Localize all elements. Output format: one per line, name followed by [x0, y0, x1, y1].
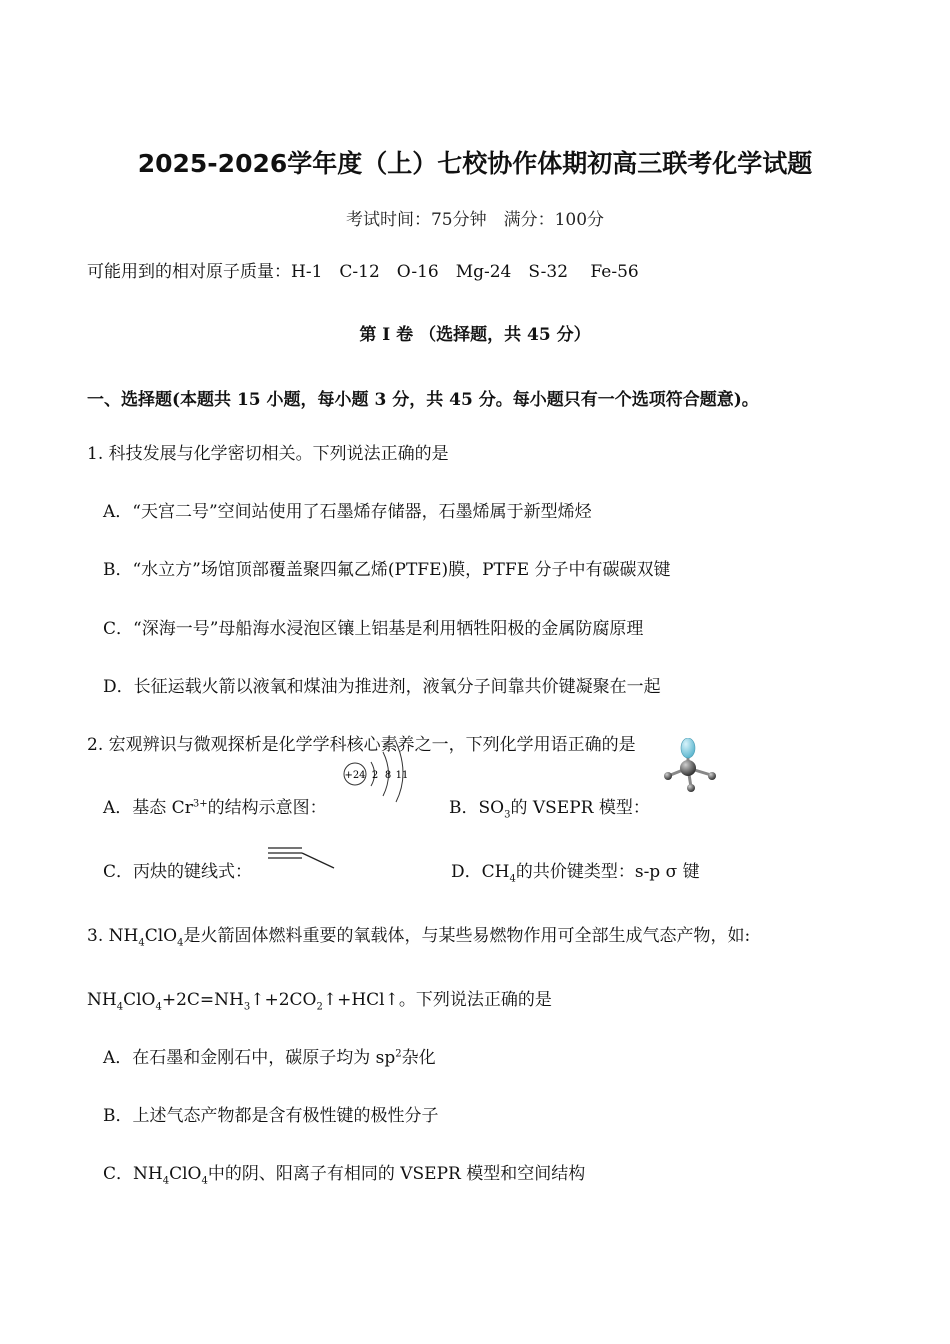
eq-part-2: ClO — [123, 990, 156, 1010]
propyne-skeletal-formula — [266, 844, 338, 872]
page-title: 2025-2026学年度（上）七校协作体期初高三联考化学试题 — [137, 149, 813, 178]
q2-d-sub: 4 — [509, 873, 516, 885]
q2-b-pre: B．SO — [449, 798, 505, 818]
atomic-mass-line: 可能用到的相对原子质量：H-1 C-12 O-16 Mg-24 S-32 Fe-56 — [87, 262, 639, 282]
q1-option-d: D．长征运载火箭以液氧和煤油为推进剂，液氧分子间靠共价键凝聚在一起 — [103, 677, 661, 697]
eq-sub-1: 4 — [116, 1001, 124, 1013]
q3-a-pre: A．在石墨和金刚石中，碳原子均为 sp — [103, 1048, 396, 1068]
q2-option-c: C．丙炔的键线式： — [103, 862, 253, 882]
shell-1-label: 2 — [371, 770, 379, 781]
eq-part-1: NH — [87, 990, 117, 1010]
q2-option-d — [451, 857, 700, 884]
section-instructions: 一、选择题(本题共 15 小题，每小题 3 分，共 45 分。每小题只有一个选项符合题意)。 — [87, 390, 759, 410]
q3-option-b: B．上述气态产物都是含有极性键的极性分子 — [103, 1106, 439, 1126]
cr-ion-structure-diagram — [340, 740, 415, 804]
q2-b-sub: 3 — [504, 809, 511, 821]
q3-c-post: 中的阴、阳离子有相同的 VSEPR 模型和空间结构 — [207, 1164, 586, 1184]
q1-option-a: A．“天宫二号”空间站使用了石墨烯存储器，石墨烯属于新型烯烃 — [103, 502, 592, 522]
q3-a-post: 杂化 — [401, 1048, 436, 1068]
nucleus-label: +24 — [344, 770, 366, 781]
section-title: 第 I 卷 （选择题，共 45 分） — [359, 325, 591, 345]
q3-stem-mid: ClO — [144, 926, 178, 946]
q3-stem-pre: 3. NH — [87, 926, 139, 946]
q3-stem-sub2: 4 — [177, 937, 184, 949]
q3-stem-sub1: 4 — [138, 937, 145, 949]
eq-sub-4: 2 — [316, 1001, 323, 1013]
q3-a-sup: 2 — [395, 1048, 402, 1060]
q1-stem: 1. 科技发展与化学密切相关。下列说法正确的是 — [87, 444, 449, 464]
q1-option-b: B．“水立方”场馆顶部覆盖聚四氟乙烯(PTFE)膜，PTFE 分子中有碳碳双键 — [103, 560, 671, 580]
q3-stem — [87, 921, 750, 948]
q2-stem: 2. 宏观辨识与微观探析是化学学科核心素养之一，下列化学用语正确的是 — [87, 735, 636, 755]
q3-c-sub1: 4 — [162, 1175, 170, 1187]
q3-equation — [87, 985, 552, 1012]
q3-option-c — [103, 1159, 585, 1186]
q2-a-pre: A．基态 Cr — [103, 798, 193, 818]
exam-info: 考试时间：75分钟 满分：100分 — [345, 210, 605, 230]
q3-option-a — [103, 1043, 436, 1068]
q3-c-mid: ClO — [169, 1164, 202, 1184]
eq-sub-3: 3 — [243, 1001, 251, 1013]
q3-stem-post: 是火箭固体燃料重要的氧载体，与某些易燃物作用可全部生成气态产物，如: — [183, 926, 751, 946]
q2-d-post: 的共价键类型：s-p σ 键 — [515, 862, 700, 882]
q2-option-b — [449, 793, 650, 820]
q2-a-post: 的结构示意图： — [207, 798, 327, 818]
q3-c-pre: C．NH — [103, 1164, 163, 1184]
q2-b-post: 的 VSEPR 模型： — [510, 798, 650, 818]
eq-part-4: ↑+2CO — [250, 990, 317, 1010]
q2-a-sup: 3+ — [192, 798, 208, 810]
q3-c-sub2: 4 — [201, 1175, 208, 1187]
eq-part-3: +2C=NH — [161, 990, 244, 1010]
q1-option-c: C．“深海一号”母船海水浸泡区镶上铝基是利用牺牲阳极的金属防腐原理 — [103, 619, 644, 639]
shell-3-label: 11 — [395, 770, 409, 781]
q2-option-a — [103, 793, 327, 818]
so3-vsepr-model — [660, 738, 722, 796]
eq-part-5: ↑+HCl↑。下列说法正确的是 — [322, 990, 552, 1010]
q2-d-pre: D．CH — [451, 862, 510, 882]
shell-2-label: 8 — [384, 770, 392, 781]
eq-sub-2: 4 — [155, 1001, 162, 1013]
